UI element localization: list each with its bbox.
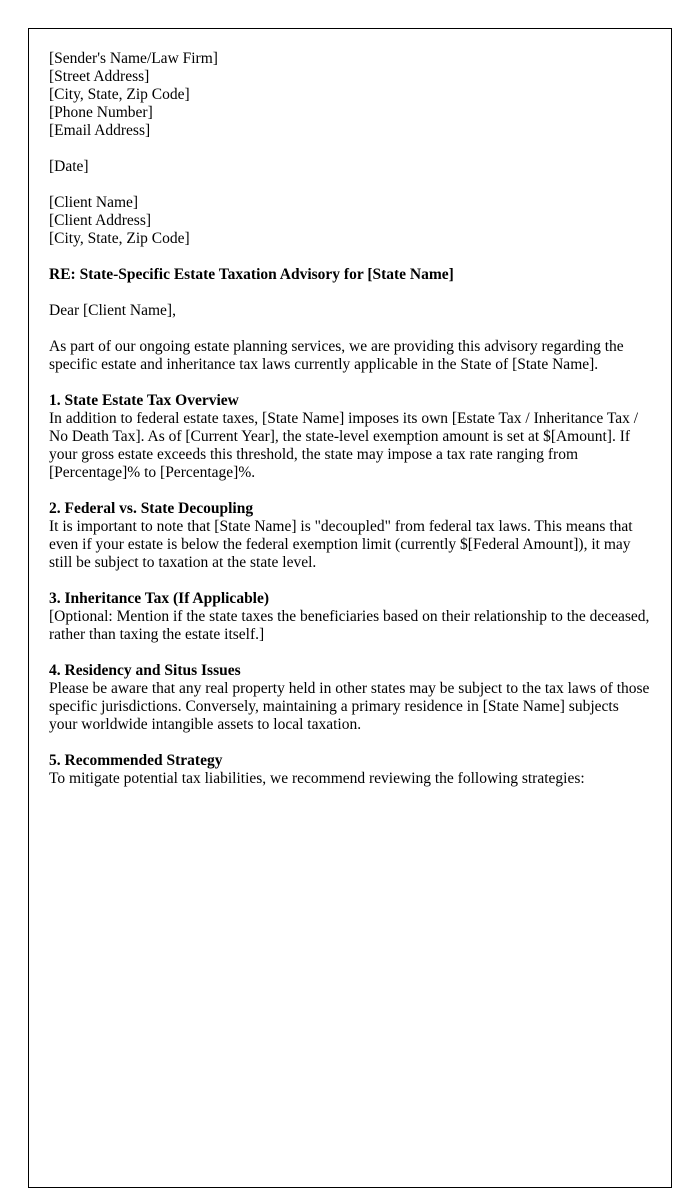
date-line: [Date]	[49, 158, 89, 175]
recipient-address: [Client Address]	[49, 212, 152, 229]
salutation-line: Dear [Client Name],	[49, 302, 176, 319]
section-federal-vs-state-decoupling	[49, 500, 651, 572]
section-heading: 3. Inheritance Tax (If Applicable)	[49, 590, 270, 607]
sender-block	[49, 50, 651, 140]
section-body: It is important to note that [State Name] is "decoupled" from federal tax laws. This means that even if your estate is below the federal exemption limit (currently $[Federal Amount]), it may still be subject to taxation at the state level.	[49, 518, 633, 571]
subject-line: RE: State-Specific Estate Taxation Advisory for [State Name]	[49, 266, 454, 283]
recipient-block	[49, 194, 651, 248]
section-heading: 5. Recommended Strategy	[49, 752, 223, 769]
recipient-city: [City, State, Zip Code]	[49, 230, 190, 247]
sender-email: [Email Address]	[49, 122, 151, 139]
section-body: To mitigate potential tax liabilities, we recommend reviewing the following strategies:	[49, 770, 585, 787]
sender-name: [Sender's Name/Law Firm]	[49, 50, 218, 67]
letter-content	[29, 29, 671, 788]
intro-paragraph	[49, 338, 651, 374]
date-block	[49, 158, 651, 176]
section-inheritance-tax	[49, 590, 651, 644]
section-body: [Optional: Mention if the state taxes the beneficiaries based on their relationship to the deceased, rather than taxing the estate itself.]	[49, 608, 650, 643]
section-body: Please be aware that any real property held in other states may be subject to the tax laws of those specific jurisdictions. Conversely, maintaining a primary residence in [State Name] subjects your worldwide intangible assets to local taxation.	[49, 680, 650, 733]
salutation-block	[49, 302, 651, 320]
section-heading: 4. Residency and Situs Issues	[49, 662, 241, 679]
section-residency-and-situs-issues	[49, 662, 651, 734]
section-state-estate-tax-overview	[49, 392, 651, 482]
letter-page	[28, 28, 672, 1188]
sender-city: [City, State, Zip Code]	[49, 86, 190, 103]
section-body: In addition to federal estate taxes, [State Name] imposes its own [Estate Tax / Inheritance Tax / No Death Tax]. As of [Current Year], the state-level exemption amount is set at $[Amount]. If your gross estate exceeds this threshold, the state may impose a tax rate ranging from [Percentage]% to [Percentage]%.	[49, 410, 639, 481]
sender-phone: [Phone Number]	[49, 104, 153, 121]
intro-text: As part of our ongoing estate planning services, we are providing this advisory regarding the specific estate and inheritance tax laws currently applicable in the State of [State Name].	[49, 338, 624, 373]
section-heading: 2. Federal vs. State Decoupling	[49, 500, 254, 517]
section-heading: 1. State Estate Tax Overview	[49, 392, 239, 409]
section-recommended-strategy	[49, 752, 651, 788]
subject-block	[49, 266, 651, 284]
sender-street: [Street Address]	[49, 68, 150, 85]
recipient-name: [Client Name]	[49, 194, 139, 211]
